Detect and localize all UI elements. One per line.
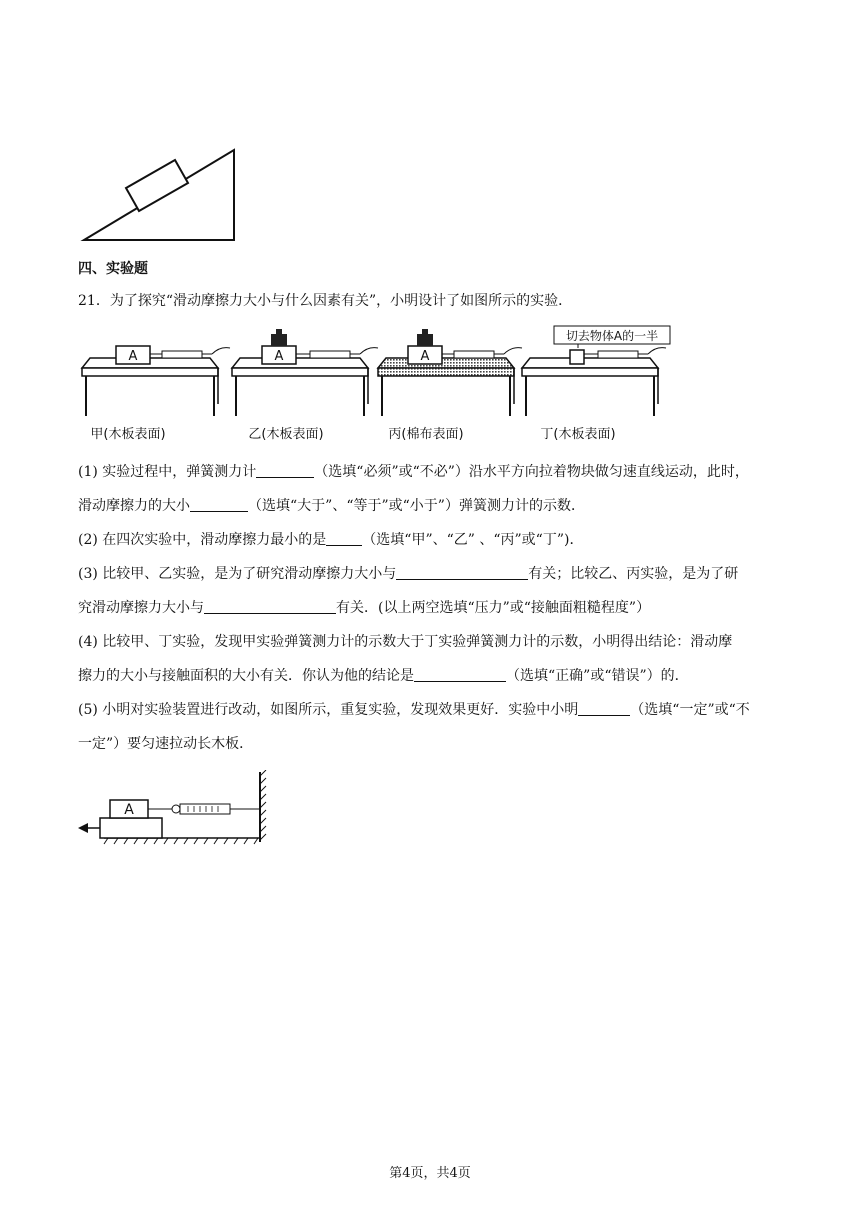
incline-block xyxy=(126,160,188,211)
block-label: A xyxy=(128,349,138,364)
answer-blank[interactable] xyxy=(256,463,314,478)
question-part-4: (4) 比较甲、丁实验，发现甲实验弹簧测力计的示数大于丁实验弹簧测力计的示数，小明得出结论：滑动摩 擦力的大小与接触面积的大小有关．你认为他的结论是 （选填“正确”或“错误”）的． xyxy=(78,634,733,684)
caption-ding: 丁(木板表面) xyxy=(540,427,616,442)
question-stem: 21．为了探究“滑动摩擦力大小与什么因素有关”，小明设计了如图所示的实验． xyxy=(78,293,573,309)
block-label: A xyxy=(420,349,430,364)
question-part-2: (2) 在四次实验中，滑动摩擦力最小的是 （选填“甲”、“乙” 、“丙”或“丁”)． xyxy=(78,532,584,548)
table-bing xyxy=(378,329,522,416)
question-part-1: (1) 实验过程中，弹簧测力计 （选填“必须”或“不必”）沿水平方向拉着物块做匀速直线运动，此时， 滑动摩擦力的大小 （选填“大于”、“等于”或“小于”）弹簧测力计的示数． xyxy=(78,464,749,514)
answer-blank[interactable] xyxy=(414,667,506,682)
weight xyxy=(271,334,287,346)
answer-blank[interactable] xyxy=(396,565,528,580)
table-jia xyxy=(82,346,230,416)
spring-scale xyxy=(180,804,230,814)
incline-figure xyxy=(78,140,248,245)
half-block xyxy=(570,350,584,364)
block-label: A xyxy=(274,349,284,364)
caption-bing: 丙(棉布表面) xyxy=(388,427,464,442)
question-part-5: (5) 小明对实验装置进行改动，如图所示，重复实验，发现效果更好．实验中小明 （选填“一定”或“不 一定”）要匀速拉动长木板． xyxy=(78,702,750,752)
experiment-figure xyxy=(78,320,678,448)
caption-jia: 甲(木板表面) xyxy=(90,427,166,442)
block-label: A xyxy=(124,802,134,818)
cut-note: 切去物体A的一半 xyxy=(565,329,659,343)
table-yi xyxy=(232,329,378,416)
answer-blank[interactable] xyxy=(578,701,630,716)
answer-blank[interactable] xyxy=(204,599,336,614)
page-footer: 第4页，共4页 xyxy=(389,1166,471,1181)
question-part-3: (3) 比较甲、乙实验，是为了研究滑动摩擦力大小与 有关；比较乙、丙实验，是为了研 究滑动摩擦力大小与 有关．(以上两空选填“压力”或“接触面粗糙程度”） xyxy=(78,566,739,616)
improved-setup-figure xyxy=(76,770,276,852)
caption-yi: 乙(木板表面) xyxy=(248,427,324,442)
table-ding xyxy=(522,326,670,416)
answer-blank[interactable] xyxy=(190,497,248,512)
weight xyxy=(417,334,433,346)
section-title: 四、实验题 xyxy=(78,261,148,277)
long-board xyxy=(100,818,162,838)
answer-blank[interactable] xyxy=(326,531,362,546)
